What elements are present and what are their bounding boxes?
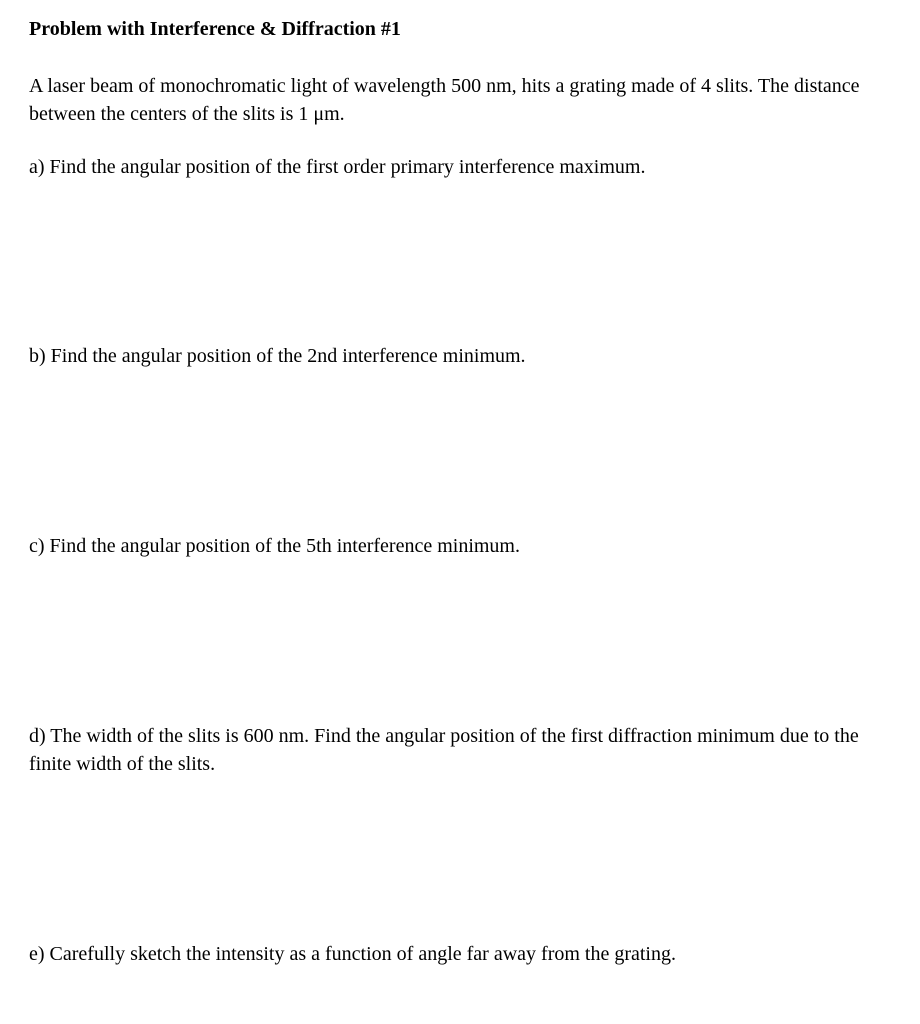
question-a: a) Find the angular position of the first order primary interference maximum. — [29, 156, 646, 178]
question-d: d) The width of the slits is 600 nm. Find the angular position of the first diffraction minimum due to the finite width of the slits. — [29, 725, 859, 775]
question-e: e) Carefully sketch the intensity as a function of angle far away from the grating. — [29, 943, 676, 965]
page-title: Problem with Interference & Diffraction #1 — [29, 18, 401, 40]
problem-intro: A laser beam of monochromatic light of wavelength 500 nm, hits a grating made of 4 slits. The distance between the centers of the slits is 1 μm. — [29, 75, 860, 125]
question-b: b) Find the angular position of the 2nd interference minimum. — [29, 345, 526, 367]
question-c: c) Find the angular position of the 5th interference minimum. — [29, 535, 520, 557]
